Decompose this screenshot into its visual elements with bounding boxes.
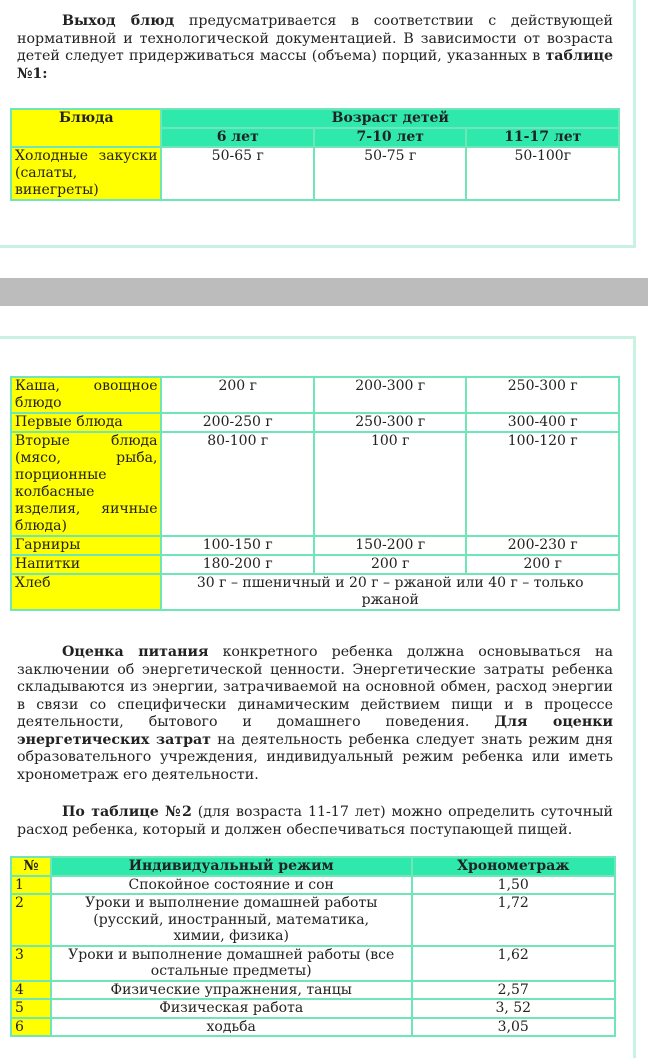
intro-paragraph [17, 13, 613, 83]
row-num: 5 [11, 999, 51, 1018]
bread-value-cell: 30 г – пшеничный и 20 г – ржаной или 40 г – только ржаной [161, 574, 619, 610]
table-row [11, 999, 615, 1018]
dish-cell: Каша, овощное блюдо [11, 377, 161, 413]
value-cell: 250-300 г [466, 377, 619, 413]
value-cell: 200-230 г [466, 536, 619, 555]
value-cell: 50-65 г [161, 147, 314, 200]
table-row [11, 536, 619, 555]
row-num: 4 [11, 981, 51, 1000]
energy-bold: Для оценки энергетических затрат [17, 714, 613, 748]
intro-text: предусматривается в соответствии с действующей нормативной и технологической документацией. В зависимости от возраста детей следует придерживаться массы (объема) порций, указанных в [17, 13, 613, 64]
header-age: Возраст детей [161, 109, 619, 128]
row-num: 2 [11, 894, 51, 946]
mode-cell: Физические упражнения, танцы [51, 981, 412, 1000]
value-cell: 200-250 г [161, 413, 314, 432]
mode-cell: Спокойное состояние и сон [51, 876, 412, 895]
table-row [11, 432, 619, 536]
value-cell: 2,57 [412, 981, 615, 1000]
intro-table-ref: таблице №1: [17, 48, 613, 82]
value-cell: 100-150 г [161, 536, 314, 555]
header-age-7-10: 7-10 лет [314, 128, 467, 147]
dish-cell: Хлеб [11, 574, 161, 610]
dish-cell: Напитки [11, 555, 161, 574]
mode-cell: ходьба [51, 1018, 412, 1037]
table2-paragraph [17, 804, 613, 839]
table-row [11, 876, 615, 895]
table-row [11, 555, 619, 574]
table-row [11, 1018, 615, 1037]
value-cell: 200-300 г [314, 377, 467, 413]
value-cell: 200 г [314, 555, 467, 574]
energy-text: на деятельность ребенка следует знать режим дня образовательного учреждения, индивидуальный режим ребенка или иметь хронометраж его деятельности. [17, 731, 613, 783]
portion-table-part2 [10, 376, 620, 611]
value-cell: 1,62 [412, 946, 615, 981]
dish-cell: Гарниры [11, 536, 161, 555]
header-time: Хронометраж [412, 857, 615, 876]
mode-cell: Физическая работа [51, 999, 412, 1018]
table2-ref-text: (для возраста 11-17 лет) можно определить суточный расход ребенка, который и должен обеспечиваться поступающей пищей. [17, 804, 613, 838]
dish-cell: Вторые блюда (мясо, рыба, порционные колбасные изделия, яичные блюда) [11, 432, 161, 536]
table-row [11, 147, 619, 200]
value-cell: 3, 52 [412, 999, 615, 1018]
intro-bold: Выход блюд [62, 13, 175, 29]
nutrition-text: конкретного ребенка должна основываться на заключении об энергетической ценности. Энергетические затраты ребенка складываются из энергии, затрачиваемой на основной обмен, расход энергии в связи со специфически динамическим действием пищи и в процессе деятельности, бытового и домашнего поведения. [17, 644, 613, 730]
header-age-6: 6 лет [161, 128, 314, 147]
nutrition-bold: Оценка питания [62, 644, 209, 660]
value-cell: 100-120 г [466, 432, 619, 536]
header-dish: Блюда [11, 109, 161, 147]
value-cell: 50-100г [466, 147, 619, 200]
value-cell: 150-200 г [314, 536, 467, 555]
value-cell: 200 г [161, 377, 314, 413]
page-separator [0, 278, 648, 306]
nutrition-paragraph [17, 644, 613, 784]
mode-cell: Уроки и выполнение домашней работы (все остальные предметы) [51, 946, 412, 981]
mode-cell: Уроки и выполнение домашней работы (русский, иностранный, математика, химии, физика) [51, 894, 412, 946]
value-cell: 300-400 г [466, 413, 619, 432]
row-num: 3 [11, 946, 51, 981]
value-cell: 1,50 [412, 876, 615, 895]
table2-ref-bold: По таблице №2 [62, 804, 192, 820]
row-num: 6 [11, 1018, 51, 1037]
table-row [11, 574, 619, 610]
page-top [0, 0, 636, 248]
value-cell: 100 г [314, 432, 467, 536]
table-row [11, 377, 619, 413]
value-cell: 80-100 г [161, 432, 314, 536]
header-mode: Индивидуальный режим [51, 857, 412, 876]
value-cell: 50-75 г [314, 147, 467, 200]
value-cell: 200 г [466, 555, 619, 574]
activity-table [10, 856, 616, 1037]
table-row [11, 894, 615, 946]
value-cell: 3,05 [412, 1018, 615, 1037]
value-cell: 250-300 г [314, 413, 467, 432]
header-age-11-17: 11-17 лет [466, 128, 619, 147]
value-cell: 180-200 г [161, 555, 314, 574]
value-cell: 1,72 [412, 894, 615, 946]
dish-cell: Холодные закуски (салаты, винегреты) [11, 147, 161, 200]
portion-table-part1 [10, 108, 620, 201]
row-num: 1 [11, 876, 51, 895]
dish-cell: Первые блюда [11, 413, 161, 432]
header-num: № [11, 857, 51, 876]
table-row [11, 946, 615, 981]
table-row [11, 413, 619, 432]
table-row [11, 981, 615, 1000]
